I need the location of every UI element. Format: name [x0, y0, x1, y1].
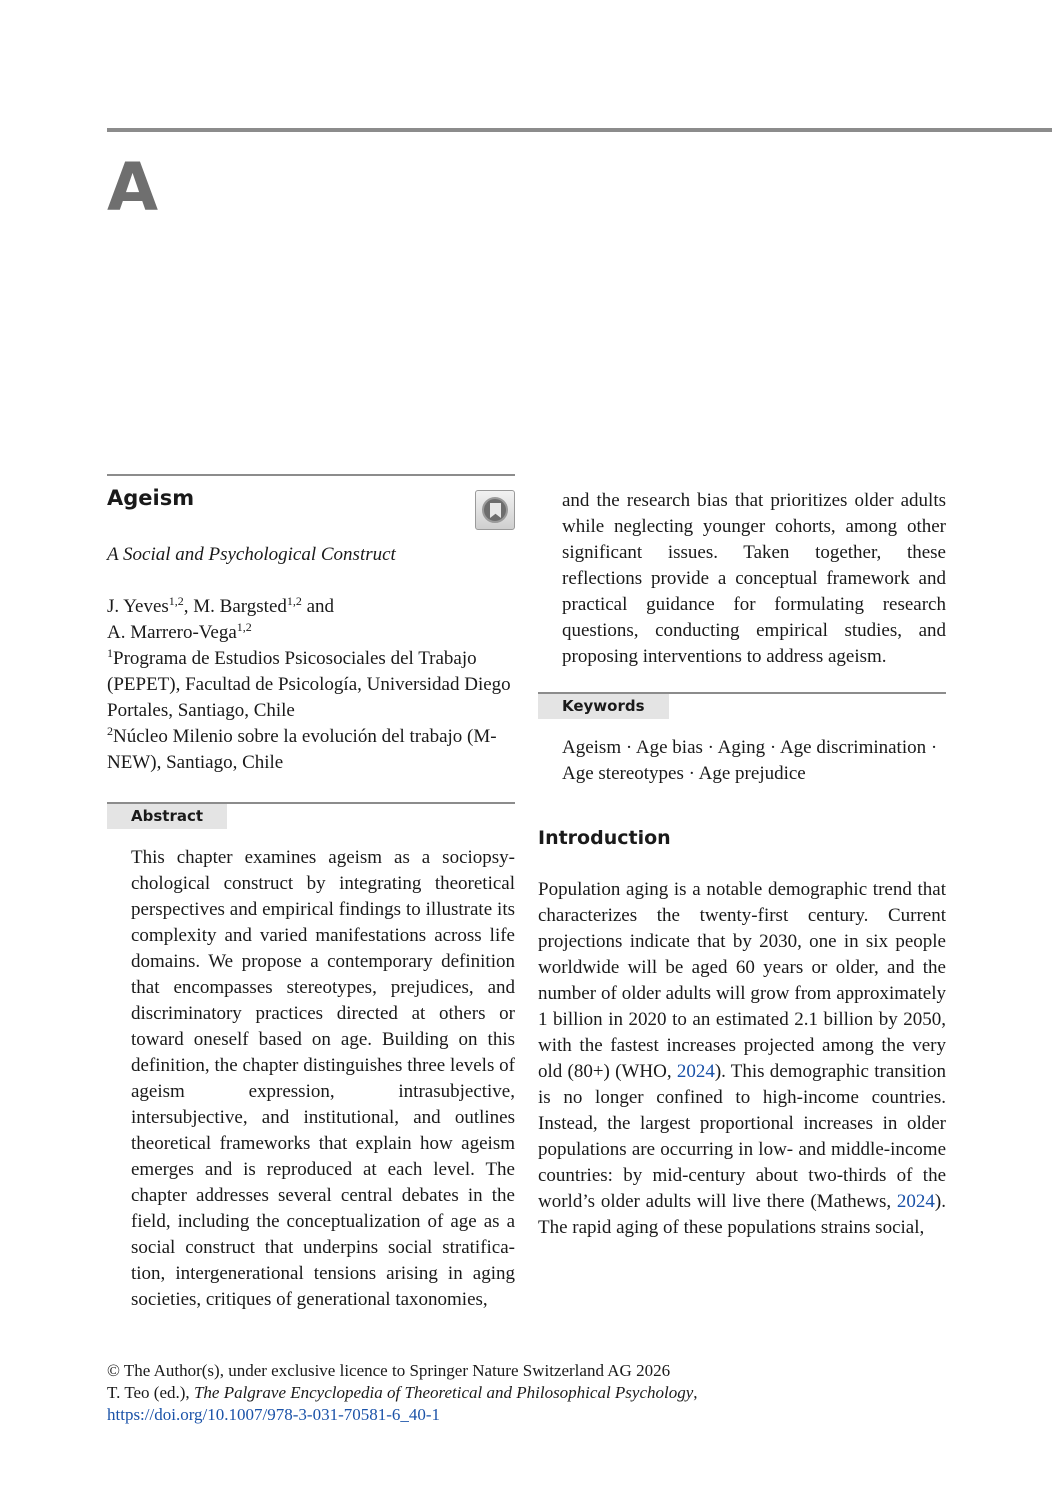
section-letter: A [107, 149, 159, 226]
author-name: A. Marrero-Vega [107, 622, 237, 643]
author-name: M. Bargsted [193, 596, 287, 617]
editor-suffix: , [693, 1383, 698, 1402]
author-block [107, 594, 515, 776]
intro-text-part: Population aging is a notable demographic trend that characterizes the twenty-first century. Current projections indicate that by 2030, one in six people worldwide will be aged 60 years or older, and the number of older adults will grow from approximately 1 billion in 2020 to an estimated 2.1 billion by 2050, with the fastest increases projected among the very old (80+) (WHO, [538, 879, 946, 1082]
editor-prefix: T. Teo (ed.), [107, 1383, 194, 1402]
intro-text-part: ). This demographic transition is no longer confined to high-income countries. Instead, the largest proportional increases in older populations are occurring in low- and middle-income countries: by mid-century about two-thirds of the world’s older adults will live there (Mathews, [538, 1061, 946, 1212]
doi-link[interactable]: https://doi.org/10.1007/978-3-031-70581-6_40-1 [107, 1405, 441, 1424]
chapter-subtitle: A Social and Psychological Construct [107, 544, 396, 565]
affiliation-number: 2 [107, 724, 113, 738]
citation-link-mathews[interactable]: 2024 [896, 1191, 935, 1212]
top-rule [107, 128, 1052, 132]
check-updates-icon[interactable] [475, 490, 515, 530]
abstract-continued: and the research bias that prioritizes older adults while neglecting younger cohorts, among other significant issues. Taken together, these reflections provide a conceptual framework and practical guidance for formulating research questions, conducting empirical studies, and proposing interventions to address ageism. [562, 490, 946, 667]
keywords-list: Ageism · Age bias · Aging · Age discrimination · Age stereotypes · Age prejudice [562, 737, 938, 784]
book-title: The Palgrave Encyclopedia of Theoretical and Philosophical Psychology [193, 1383, 694, 1402]
author-affiliation-ref: 1,2 [236, 620, 252, 634]
title-row [107, 476, 515, 534]
chapter-title: Ageism [107, 486, 195, 510]
abstract-text: This chapter examines ageism as a sociopsychological construct by integrating theoretical perspectives and empirical findings to illustrate its complexity and varied manifestations across life domains. We propose a contemporary definition that encompasses stereotypes, prejudices, and discriminatory practices directed at others or toward oneself based on age. Building on this definition, the chapter distinguishes three levels of ageism expression, intrasubjective, intersubjective, and institutional, and outlines theoretical frameworks that explain how ageism emerges and is reproduced at each level. The chapter addresses several central debates in the field, including the conceptualization of age as a social construct that underpins social stratification, intergenerational tensions arising in aging societies, critiques of generational taxonomies, [131, 847, 515, 1310]
editor-line [107, 1382, 927, 1404]
intro-text-part: ). The rapid aging of these populations strains social, [538, 1191, 946, 1238]
keywords-section [538, 692, 946, 787]
page-footer [107, 1360, 927, 1426]
right-column [538, 488, 946, 1241]
author-separator: , [183, 596, 194, 617]
abstract-label: Abstract [107, 804, 227, 829]
introduction-paragraph [538, 877, 946, 1241]
left-column [107, 474, 515, 1313]
copyright-line: © The Author(s), under exclusive licence to Springer Nature Switzerland AG 2026 [107, 1361, 671, 1380]
author-separator: and [301, 596, 335, 617]
citation-link-who[interactable]: 2024 [676, 1061, 715, 1082]
abstract-section [107, 802, 515, 1313]
affiliation-text: Núcleo Milenio sobre la evolución del trabajo (M-NEW), Santiago, Chile [107, 726, 497, 773]
affiliation-text: Programa de Estudios Psicosociales del Trabajo (PEPET), Facultad de Psicología, Universidad Diego Portales, Santiago, Chile [107, 648, 511, 721]
keywords-label: Keywords [538, 694, 669, 719]
introduction-heading: Introduction [538, 827, 671, 849]
affiliation-number: 1 [107, 646, 113, 660]
author-affiliation-ref: 1,2 [286, 594, 302, 608]
author-name: J. Yeves [107, 596, 169, 617]
author-affiliation-ref: 1,2 [168, 594, 184, 608]
